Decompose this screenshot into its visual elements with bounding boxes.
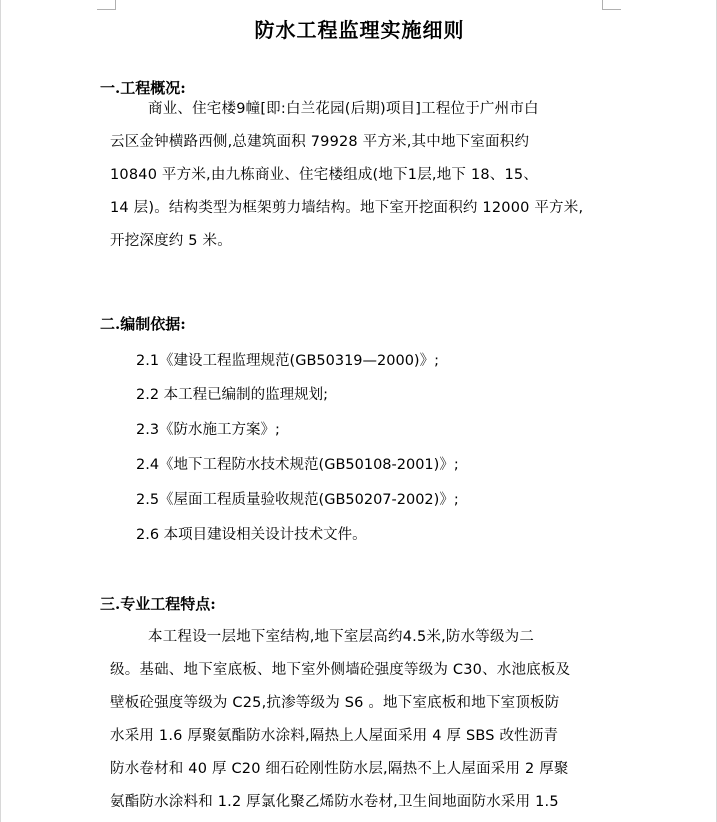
section-1-heading: 一.工程概况:: [100, 79, 186, 97]
section-2-heading: 二.编制依据:: [100, 315, 186, 333]
list-item: 2.1《建设工程监理规范(GB50319—2000)》;: [136, 353, 439, 369]
body-line: 级。基础、地下室底板、地下室外侧墙砼强度等级为 C30、水池底板及: [110, 662, 571, 678]
list-item: 2.2 本工程已编制的监理规划;: [136, 387, 329, 403]
body-line: 本工程设一层地下室结构,地下室层高约4.5米,防水等级为二: [148, 629, 535, 645]
body-line: 水采用 1.6 厚聚氨酯防水涂料,隔热上人屋面采用 4 厚 SBS 改性沥青: [110, 728, 559, 744]
list-item: 2.5《屋面工程质量验收规范(GB50207-2002)》;: [136, 492, 459, 508]
body-line: 商业、住宅楼9幢[即:白兰花园(后期)项目]工程位于广州市白: [148, 101, 539, 117]
list-item: 2.4《地下工程防水技术规范(GB50108-2001)》;: [136, 457, 459, 473]
document-title: 防水工程监理实施细则: [254, 18, 465, 42]
body-line: 云区金钟横路西侧,总建筑面积 79928 平方米,其中地下室面积约: [110, 134, 530, 150]
body-line: 14 层)。结构类型为框架剪力墙结构。地下室开挖面积约 12000 平方米,: [110, 200, 584, 216]
section-1-body: [110, 93, 618, 258]
body-line: 防水卷材和 40 厚 C20 细石砼刚性防水层,隔热不上人屋面采用 2 厚聚: [110, 761, 569, 777]
page-corner-mark-left: [97, 0, 116, 10]
section-3-heading: 三.专业工程特点:: [100, 595, 216, 613]
list-item: 2.3《防水施工方案》;: [136, 422, 280, 438]
body-line: 10840 平方米,由九栋商业、住宅楼组成(地下1层,地下 18、15、: [110, 167, 539, 183]
section-3-body: [110, 621, 618, 819]
body-line: 氨酯防水涂料和 1.2 厚氯化聚乙烯防水卷材,卫生间地面防水采用 1.5: [110, 794, 559, 810]
page-corner-mark-right: [602, 0, 621, 10]
body-line: 开挖深度约 5 米。: [110, 233, 232, 249]
list-item: 2.6 本项目建设相关设计技术文件。: [136, 527, 367, 543]
body-line: 壁板砼强度等级为 C25,抗渗等级为 S6 。地下室底板和地下室顶板防: [110, 695, 560, 711]
